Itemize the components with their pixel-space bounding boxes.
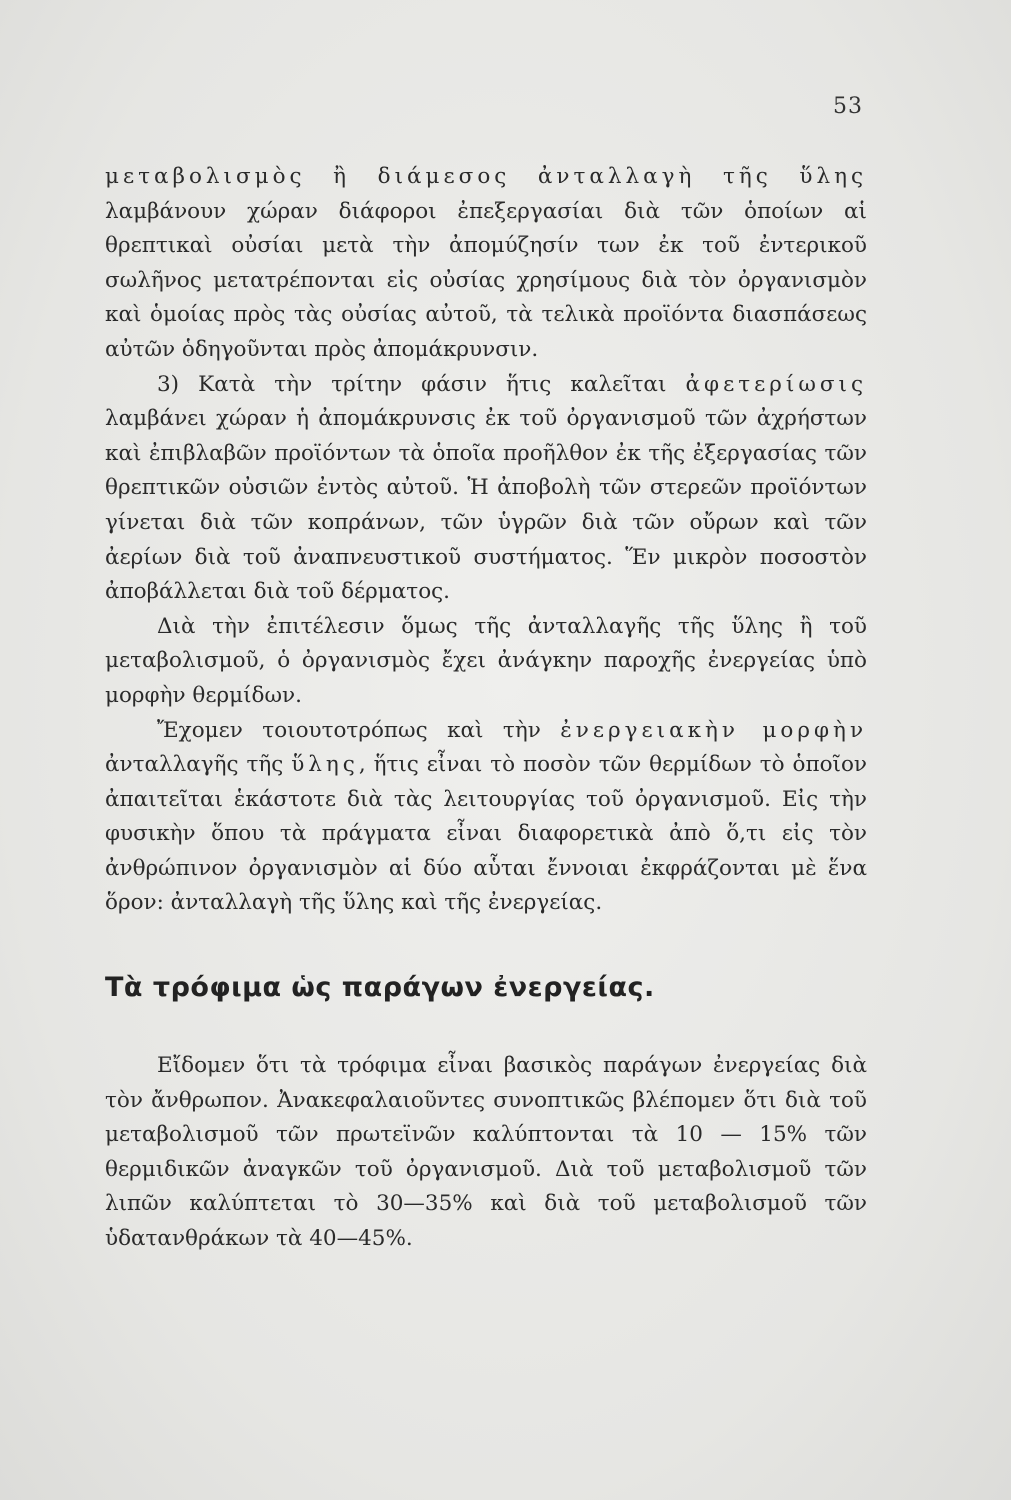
section-heading: Τὰ τρόφιμα ὡς παράγων ἐνεργείας. [105,972,655,1003]
spaced-term-excretion: ἀφετερίωσις [685,371,867,397]
spaced-term-matter: ὕλης [291,752,359,778]
paragraph-text: λαμβάνει χώραν ἡ ἀπομάκρυνσις ἐκ τοῦ ὀργανισμοῦ τῶν ἀχρήστων καὶ ἐπιβλαβῶν προϊόντων τὰ ὁποῖα προῆλθον ἐκ τῆς ἐξεργασίας τῶν θρεπτικῶν οὐσιῶν ἐντὸς αὐτοῦ. Ἡ ἀποβολὴ τῶν στερεῶν προϊόντων γίνεται διὰ τῶν κοπράνων, τῶν ὑγρῶν διὰ τῶν οὔρων καὶ τῶν ἀερίων διὰ τοῦ ἀναπνευστικοῦ συστήματος. Ἕν μικρὸν ποσοστὸν ἀποβάλλεται διὰ τοῦ δέρματος. [105,406,867,605]
paragraph-energy-need: Διὰ τὴν ἐπιτέλεσιν ὅμως τῆς ἀνταλλαγῆς τῆς ὕλης ἢ τοῦ μεταβολισμοῦ, ὁ ὀργανισμὸς ἔχει ἀνάγκην παροχῆς ἐνεργείας ὑπὸ μορφὴν θερμίδων. [105,613,867,708]
paragraph-metabolism [105,160,867,368]
spaced-term-energy-form: ἐνεργειακὴν μορφὴν [560,717,868,743]
page-number: 53 [833,94,863,119]
paragraph-text: λαμβάνουν χώραν διάφοροι ἐπεξεργασίαι διὰ τῶν ὁποίων αἱ θρεπτικαὶ οὐσίαι μετὰ τὴν ἀπομύζησίν των ἐκ τοῦ ἐντερικοῦ σωλῆνος μετατρέπονται εἰς οὐσίας χρησίμους διὰ τὸν ὀργανισμὸν καὶ ὁμοίας πρὸς τὰς οὐσίας αὐτοῦ, τὰ τελικὰ προϊόντα διασπάσεως αὐτῶν ὁδηγοῦνται πρὸς ἀπομάκρυνσιν. [105,198,867,362]
paragraph-text: ἀνταλλαγῆς τῆς [105,752,292,778]
body-text-upper [105,160,867,921]
paragraph-energy-form [105,714,867,922]
body-text-lower [105,1049,867,1257]
spaced-term-metabolism: μεταβολισμὸς ἢ διάμεσος ἀνταλλαγὴ τῆς ὕλης [105,164,867,189]
paragraph-food-energy: Εἴδομεν ὅτι τὰ τρόφιμα εἶναι βασικὸς παράγων ἐνεργείας διὰ τὸν ἄνθρωπον. Ἀνακεφαλαιοῦντες συνοπτικῶς βλέπομεν ὅτι διὰ τοῦ μεταβολισμοῦ τῶν πρωτεϊνῶν καλύπτονται τὰ 10 — 15% τῶν θερμιδικῶν ἀναγκῶν τοῦ ὀργανισμοῦ. Διὰ τοῦ μεταβολισμοῦ τῶν λιπῶν καλύπτεται τὸ 30—35% καὶ διὰ τοῦ μεταβολισμοῦ τῶν ὑδατανθράκων τὰ 40—45%. [105,1053,867,1251]
paragraph-text: 3) Κατὰ τὴν τρίτην φάσιν ἥτις καλεῖται [157,371,686,397]
paragraph-text: Ἔχομεν τοιουτοτρόπως καὶ τὴν [157,717,561,743]
paragraph-text: , ἥτις εἶναι τὸ ποσὸν τῶν θερμίδων τὸ ὁποῖον ἀπαιτεῖται ἑκάστοτε διὰ τὰς λειτουργίας τοῦ ὀργανισμοῦ. Εἰς τὴν φυσικὴν ὅπου τὰ πράγματα εἶναι διαφορετικὰ ἀπὸ ὅ,τι εἰς τὸν ἀνθρώπινον ὀργανισμὸν αἱ δύο αὗται ἔννοιαι ἐκφράζονται μὲ ἕνα ὅρον: ἀνταλλαγὴ τῆς ὕλης καὶ τῆς ἐνεργείας. [105,752,867,916]
paragraph-third-phase [105,368,867,610]
